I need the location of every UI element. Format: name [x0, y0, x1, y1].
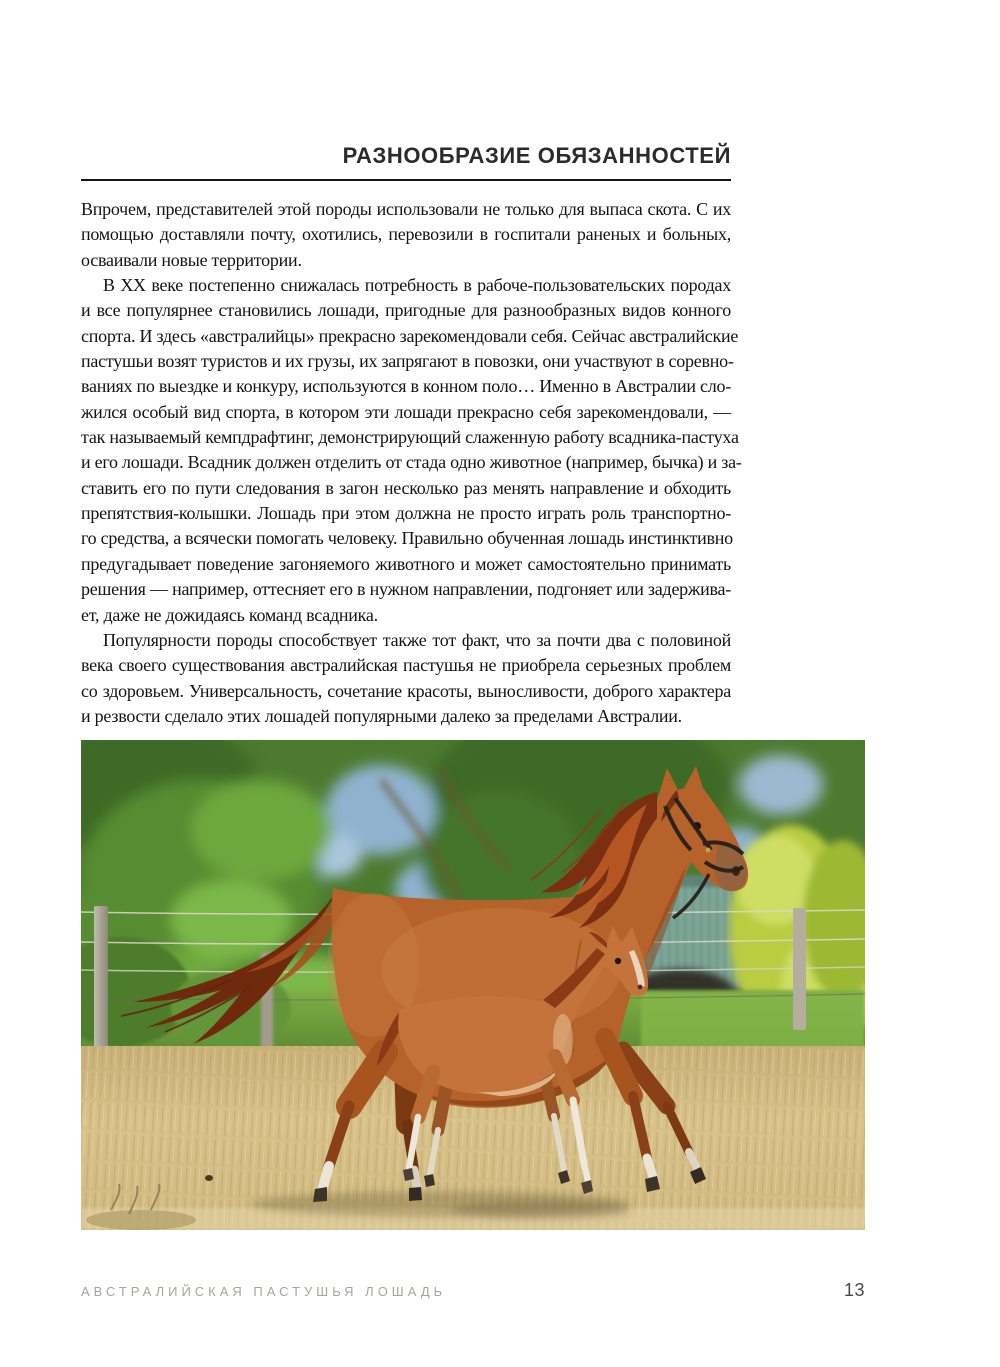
- page-number: 13: [843, 1280, 865, 1300]
- text-line: помощью доставляли почту, охотились, перевозили в госпитали раненых и больных,: [81, 224, 731, 245]
- text-line: препятствия-колышки. Лошадь при этом должна не просто играть роль транспортно-: [81, 503, 731, 524]
- article-text: [81, 197, 742, 729]
- chapter-header: [81, 143, 731, 169]
- text-line: со здоровьем. Универсальность, сочетание красоты, выносливости, доброго характера: [81, 680, 731, 701]
- text-line: осваивали новые территории.: [81, 249, 302, 270]
- foal-nostril: [638, 985, 643, 990]
- page-footer: [81, 1280, 865, 1301]
- text-line: жился особый вид спорта, в котором эти лошади прекрасно себя зарекомендовали, —: [81, 401, 731, 422]
- foal-eye: [615, 958, 621, 964]
- halter-buckle: [706, 848, 711, 853]
- text-line: ставить его по пути следования в загон несколько раз менять направление и обходить: [81, 477, 731, 498]
- horses-photo-illustration: [81, 740, 865, 1230]
- fence-post-right: [793, 908, 806, 1030]
- text-line: ет, даже не дожидаясь команд всадника.: [81, 604, 378, 625]
- text-line: пастушьи возят туристов и их грузы, их запрягают в повозки, они участвуют в соревно-: [81, 351, 734, 372]
- text-line: и резвости сделало этих лошадей популярными далеко за пределами Австралии.: [81, 705, 682, 726]
- text-line: го средства, а всячески помогать человеку. Правильно обученная лошадь инстинктивно: [81, 528, 733, 549]
- photo: [81, 740, 865, 1230]
- text-line: и все популярнее становились лошади, пригодные для разнообразных видов конного: [81, 300, 731, 321]
- text-line: решения — например, оттесняет его в нужном направлении, подгоняет или задержива-: [81, 579, 731, 600]
- section-title: РАЗНООБРАЗИЕ ОБЯЗАННОСТЕЙ: [342, 143, 731, 168]
- text-line: Впрочем, представителей этой породы использовали не только для выпаса скота. С их: [81, 199, 731, 219]
- text-line: спорта. И здесь «австралийцы» прекрасно зарекомендовали себя. Сейчас австралийские: [81, 325, 739, 346]
- running-title: АВСТРАЛИЙСКАЯ ПАСТУШЬЯ ЛОШАДЬ: [81, 1284, 447, 1299]
- text-line: века своего существования австралийская пастушья не приобрела серьезных проблем: [81, 655, 731, 676]
- fence-post-left: [94, 906, 108, 1058]
- header-rule: [81, 179, 731, 181]
- text-line: В XX веке постепенно снижалась потребность в рабоче-пользовательских породах: [103, 275, 731, 296]
- text-line: ваниях по выездке и конкуру, используются в конном поло… Именно в Австралии сло-: [81, 376, 732, 397]
- text-line: так называемый кемпдрафтинг, демонстрирующий слаженную работу всадника-пастуха: [81, 427, 739, 448]
- text-line: Популярности породы способствует также тот факт, что за почти два с половиной: [103, 629, 731, 650]
- text-line: и его лошади. Всадник должен отделить от стада одно животное (например, бычка) и за-: [81, 452, 742, 473]
- text-line: предугадывает поведение загоняемого животного и может самостоятельно принимать: [81, 553, 731, 574]
